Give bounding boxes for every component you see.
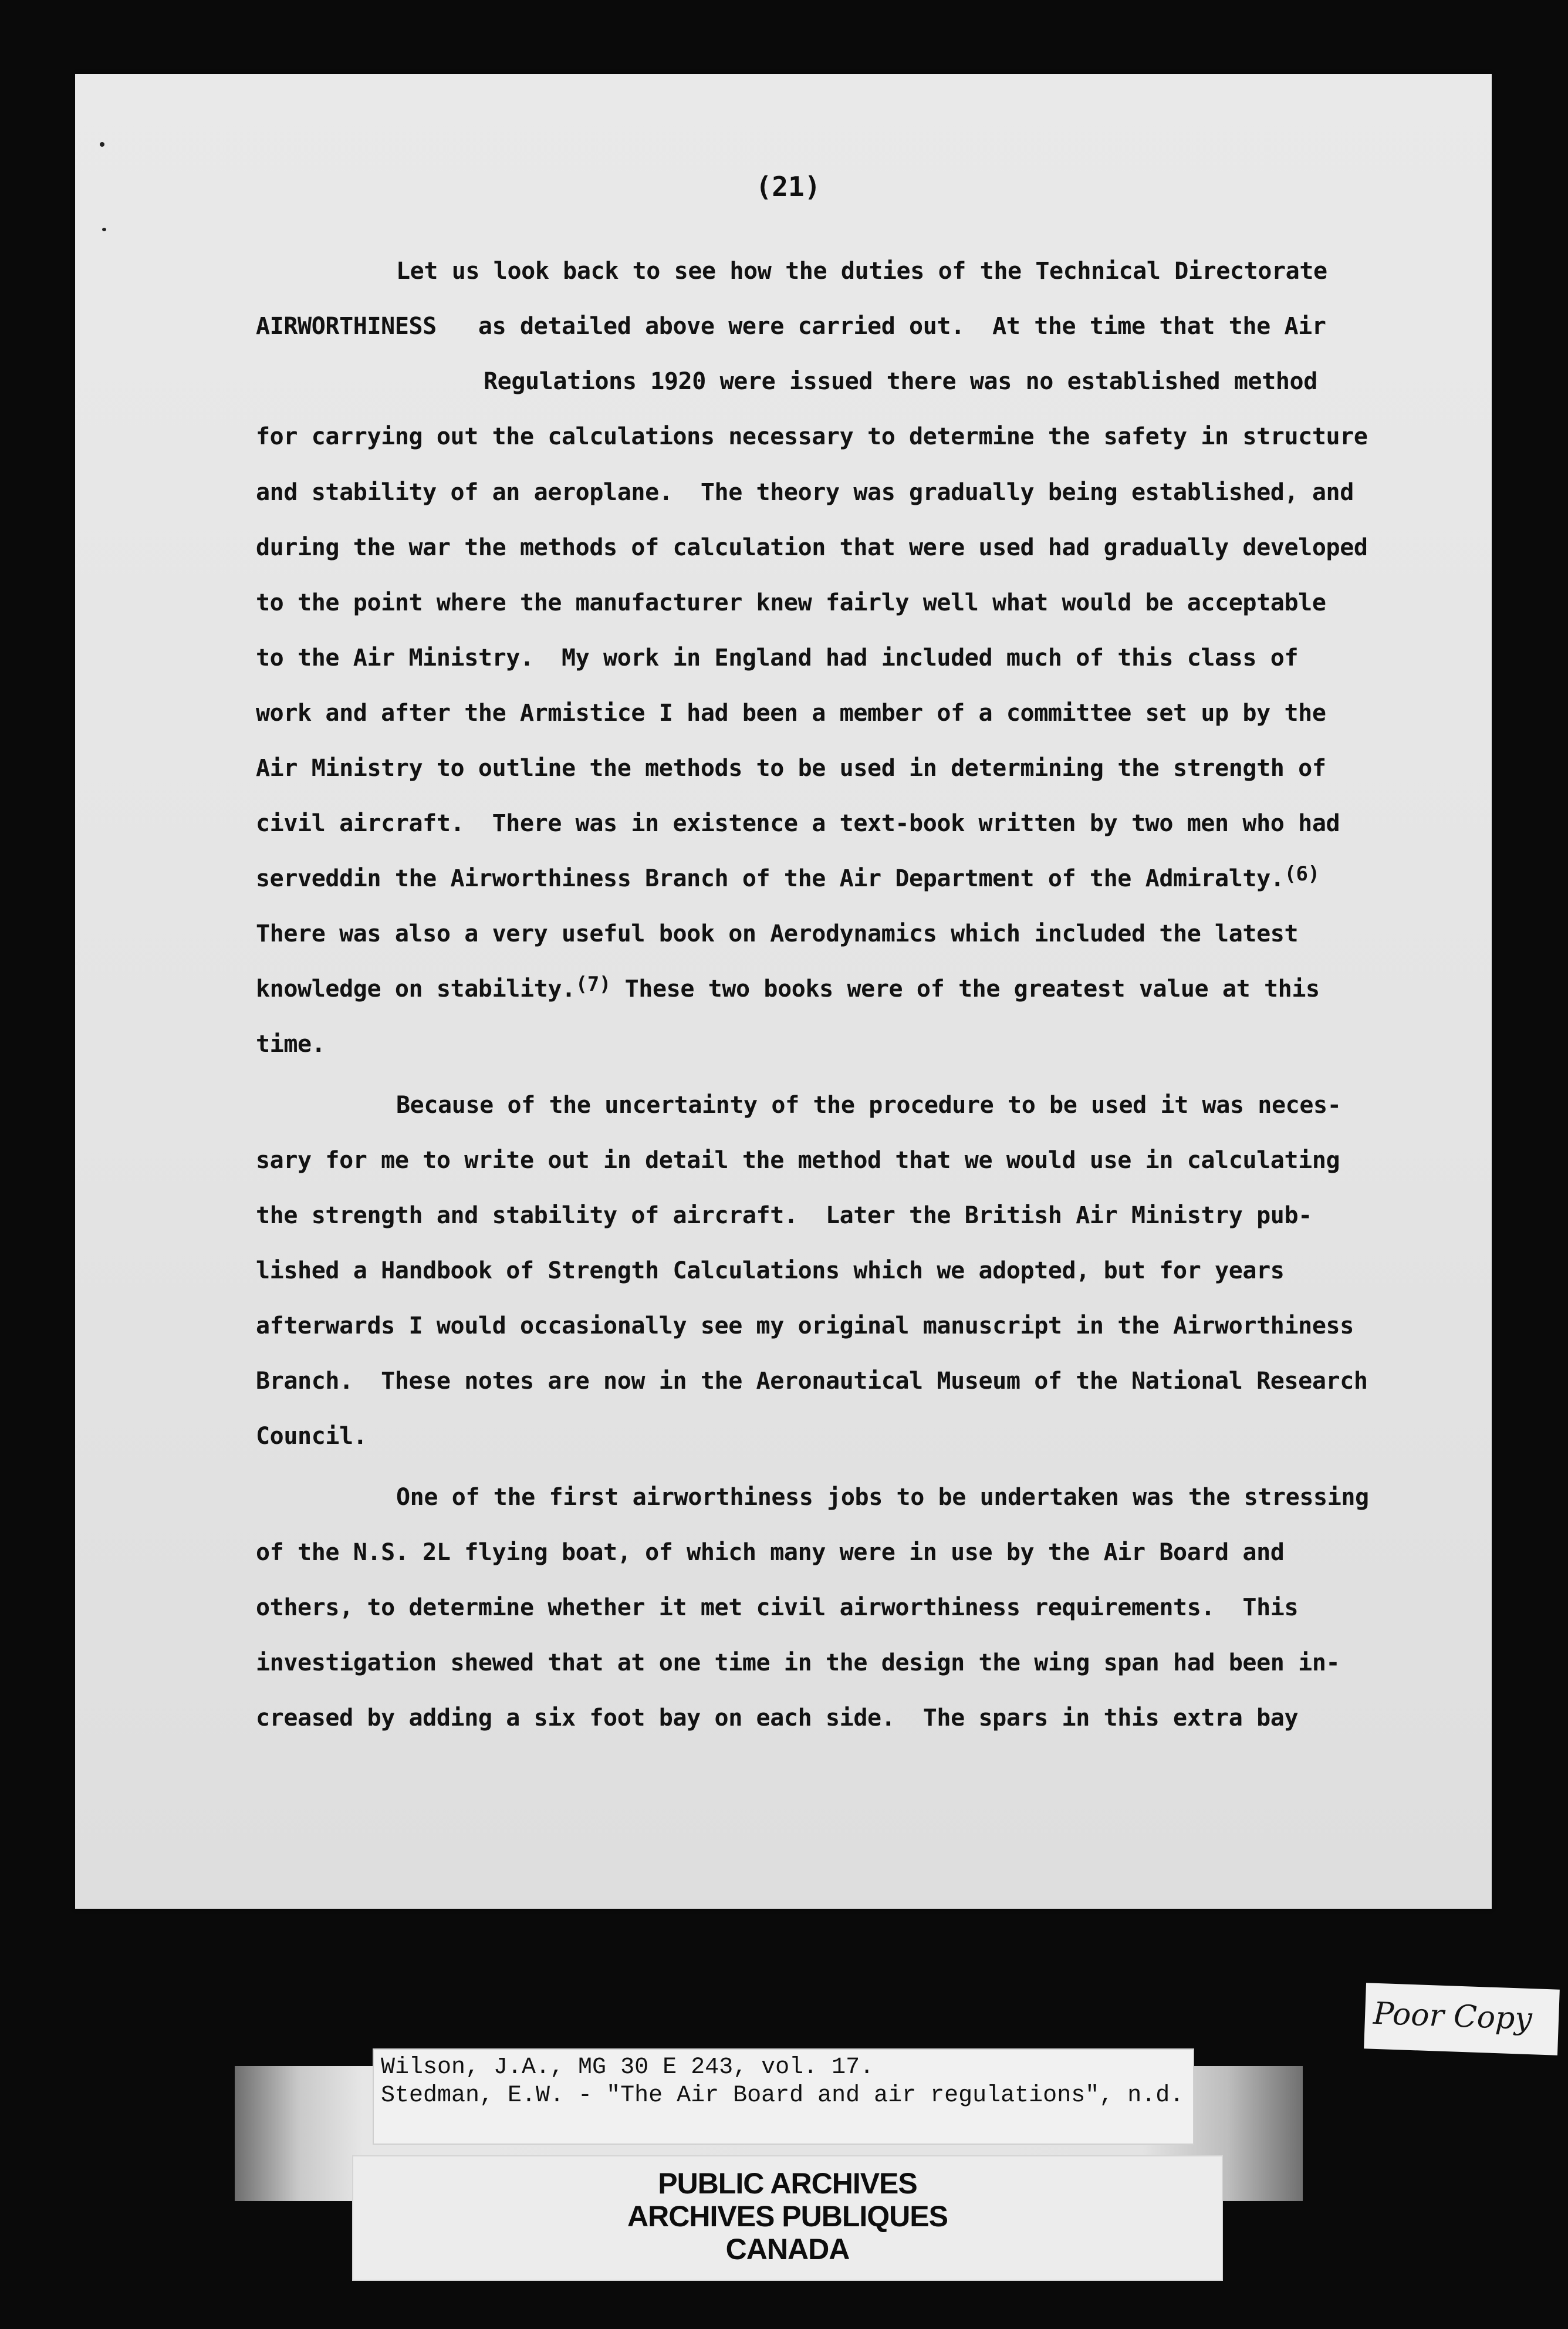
text-line: AIRWORTHINESS as detailed above were carried out. At the time that the Air xyxy=(256,313,1326,340)
text-line: investigation shewed that at one time in the design the wing span had been in- xyxy=(256,1649,1340,1676)
text-line-body: serveddin the Airworthiness Branch of the Air Department of the Admiralty. xyxy=(256,865,1285,892)
text-line: civil aircraft. There was in existence a text-book written by two men who had xyxy=(256,810,1340,837)
text-line: Branch. These notes are now in the Aeronautical Museum of the National Research xyxy=(256,1368,1368,1395)
text-line: to the Air Ministry. My work in England had included much of this class of xyxy=(256,644,1299,671)
text-line: for carrying out the calculations necessary to determine the safety in structure xyxy=(256,423,1368,450)
poor-copy-stamp-text: Poor Copy xyxy=(1373,1996,1533,2037)
text-line: Air Ministry to outline the methods to be used in determining the strength of xyxy=(256,755,1326,782)
text-line: to the point where the manufacturer knew fairly well what would be acceptable xyxy=(256,589,1326,616)
text-line: others, to determine whether it met civil airworthiness requirements. This xyxy=(256,1594,1299,1621)
archives-english: PUBLIC ARCHIVES xyxy=(658,2167,917,2200)
citation-line-1: Wilson, J.A., MG 30 E 243, vol. 17. xyxy=(381,2054,874,2081)
text-line xyxy=(256,975,1320,1004)
text-line: afterwards I would occasionally see my original manuscript in the Airworthiness xyxy=(256,1312,1354,1339)
text-line: work and after the Armistice I had been a member of a committee set up by the xyxy=(256,700,1326,727)
text-line xyxy=(256,862,1320,894)
text-line: and stability of an aeroplane. The theory was gradually being established, and xyxy=(256,479,1354,506)
text-line: There was also a very useful book on Aerodynamics which included the latest xyxy=(256,920,1299,947)
public-archives-label xyxy=(352,2155,1223,2281)
text-line: Regulations 1920 were issued there was no established method xyxy=(484,368,1317,395)
page-speck xyxy=(102,228,106,231)
footnote-marker-6: (6) xyxy=(1284,862,1320,886)
page-speck xyxy=(100,142,104,147)
text-line-body: knowledge on stability. xyxy=(256,976,576,1003)
footnote-marker-7: (7) xyxy=(575,973,611,996)
archives-french: ARCHIVES PUBLIQUES xyxy=(627,2200,948,2233)
text-line: of the N.S. 2L flying boat, of which many were in use by the Air Board and xyxy=(256,1539,1285,1566)
poor-copy-stamp xyxy=(1364,1983,1560,2055)
text-line: time. xyxy=(256,1031,326,1058)
text-line: the strength and stability of aircraft. Later the British Air Ministry pub- xyxy=(256,1202,1312,1229)
text-line: One of the first airworthiness jobs to be undertaken was the stressing xyxy=(396,1484,1369,1511)
archives-country: CANADA xyxy=(725,2233,850,2266)
text-line: Because of the uncertainty of the procedure to be used it was neces- xyxy=(396,1092,1341,1119)
text-line: during the war the methods of calculation that were used had gradually developed xyxy=(256,534,1368,561)
text-line: sary for me to write out in detail the method that we would use in calculating xyxy=(256,1147,1340,1174)
text-line-tail: These two books were of the greatest value at this xyxy=(610,976,1320,1003)
archive-citation-card xyxy=(373,2048,1194,2145)
text-line: Let us look back to see how the duties of the Technical Directorate xyxy=(396,258,1327,285)
text-line: Council. xyxy=(256,1423,367,1450)
citation-line-2: Stedman, E.W. - "The Air Board and air regulations", n.d. xyxy=(381,2082,1184,2109)
text-line: creased by adding a six foot bay on each side. The spars in this extra bay xyxy=(256,1704,1299,1731)
text-line: lished a Handbook of Strength Calculations which we adopted, but for years xyxy=(256,1257,1285,1284)
document-page xyxy=(75,74,1492,1909)
page-number: (21) xyxy=(755,171,821,202)
